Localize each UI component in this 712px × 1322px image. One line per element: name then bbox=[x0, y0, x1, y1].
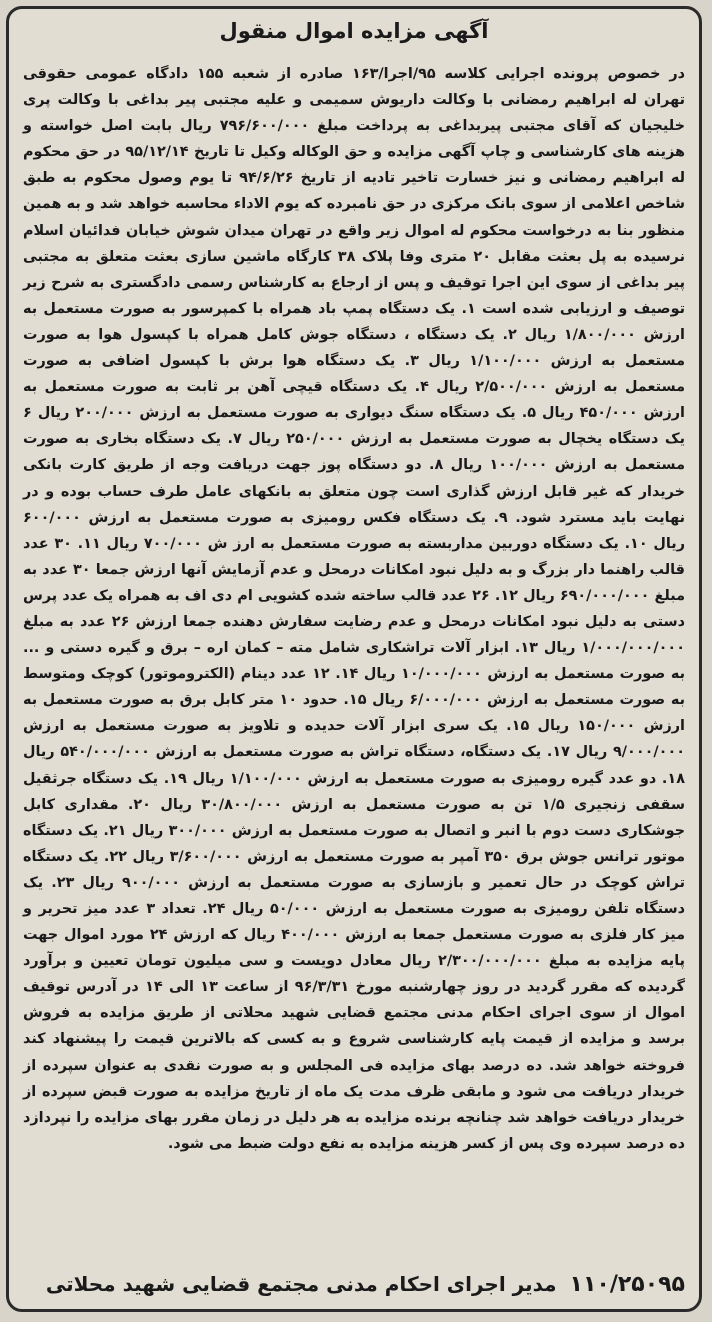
notice-frame bbox=[6, 6, 702, 1312]
notice-body: در خصوص پرونده اجرایی کلاسه ۹۵/اجرا/۱۶۳ صادره از شعبه ۱۵۵ دادگاه عمومی حقوقی تهران له ابراهیم رمضانی با وکالت داریوش سمیمی و علیه مجتبی پیر بداغی با وکالت پری خلیجیان که آقای مجتبی پیربداغی به پرداخت مبلغ ۷۹۶/۶۰۰/۰۰۰ ریال بابت اصل خواسته و هزینه های کارشناسی و چاپ آگهی مزایده و حق الوکاله وکیل تا تاریخ ۹۵/۱۲/۱۴ در حق محکوم له ابراهیم رمضانی و نیز خسارت تاخیر تادیه از تاریخ ۹۴/۶/۲۶ تا یوم وصول محکوم به طبق شاخص اعلامی از سوی بانک مرکزی در حق نامبرده که یوم الاداء محاسبه خواهد شد و به همین منظور بنا به درخواست محکوم له اموال زیر واقع در تهران میدان شوش خیابان فدائیان اسلام نرسیده به پل بعثت مقابل ۲۰ متری وفا پلاک ۳۸ کارگاه ماشین سازی بعثت متعلق به مجتبی پیر بداغی از سوی این اجرا توقیف و پس از ارجاع به کارشناس رسمی دادگستری به شرح زیر توصیف و ارزیابی شده است ۱. یک دستگاه پمپ باد همراه با کمپرسور به صورت مستعمل به ارزش ۱/۸۰۰/۰۰۰ ریال ۲. یک دستگاه ، دستگاه جوش کامل همراه با کپسول هوا به صورت مستعمل به ارزش ۱/۱۰۰/۰۰۰ ریال ۳. یک دستگاه هوا برش با کپسول اضافی به صورت مستعمل به ارزش ۲/۵۰۰/۰۰۰ ریال ۴. یک دستگاه قیچی آهن بر ثابت به صورت مستعمل به ارزش ۴۵۰/۰۰۰ ریال ۵. یک دستگاه سنگ دیواری به صورت مستعمل به ارزش ۲۰۰/۰۰۰ ریال ۶ یک دستگاه یخچال به صورت مستعمل به ارزش ۲۵۰/۰۰۰ ریال ۷. یک دستگاه بخاری به صورت مستعمل به ارزش ۱۰۰/۰۰۰ ریال ۸. دو دستگاه پوز جهت دریافت وجه از طریق کارت بانکی خریدار که غیر قابل ارزش گذاری است چون متعلق به بانکهای عامل طرف حساب بوده و در نهایت باید مسترد شود. ۹. یک دستگاه فکس رومیزی به صورت مستعمل به ارزش ۶۰۰/۰۰۰ ریال ۱۰. یک دستگاه دوربین مداربسته به صورت مستعمل به ارز ش ۷۰۰/۰۰۰ ریال ۱۱. ۳۰ عدد قالب راهنما دار بزرگ و به دلیل نبود امکانات درمحل و عدم آزمایش آنها ارزش جمعا ۳۰ عدد به مبلغ ۶۹۰/۰۰۰/۰۰۰ ریال ۱۲. ۲۶ عدد قالب ساخته شده کشویی ام دی اف به همراه یک عدد پرس دستی به دلیل نبود امکانات درمحل و عدم رضایت سفارش دهنده جمعا ارزش ۲۶ عدد به مبلغ ۱/۰۰۰/۰۰۰/۰۰۰ ریال ۱۳. ابزار آلات تراشکاری شامل مته – کمان اره – برق و گیره دستی و ... به صورت مستعمل به ارزش ۱۰/۰۰۰/۰۰۰ ریال ۱۴. ۱۲ عدد دینام (الکتروموتور) کوچک ومتوسط به صورت مستعمل به ارزش ۶/۰۰۰/۰۰۰ ریال ۱۵. حدود ۱۰ متر کابل برق به صورت مستعمل به ارزش ۱۵۰/۰۰۰ ریال ۱۵. یک سری ابزار آلات حدیده و تلاویز به صورت مستعمل به ارزش ۹/۰۰۰/۰۰۰ ریال ۱۷. یک دستگاه، دستگاه تراش به صورت مستعمل به ارزش ۵۴۰/۰۰۰/۰۰۰ ریال ۱۸. دو عدد گیره رومیزی به صورت مستعمل به ارزش ۱/۱۰۰/۰۰۰ ریال ۱۹. یک دستگاه جرثقیل سقفی زنجیری ۱/۵ تن به صورت مستعمل به ارزش ۳۰/۸۰۰/۰۰۰ ریال ۲۰. مقداری کابل جوشکاری دست دوم با انبر و اتصال به صورت مستعمل به ارزش ۳۰۰/۰۰۰ ریال ۲۱. یک دستگاه موتور ترانس جوش برق ۳۵۰ آمپر به صورت مستعمل به ارزش ۳/۶۰۰/۰۰۰ ریال ۲۲. یک دستگاه تراش کوچک در حال تعمیر و بازسازی به صورت مستعمل به ارزش ۹۰۰/۰۰۰ ریال ۲۳. یک دستگاه تلفن رومیزی به صورت مستعمل به ارزش ۵۰/۰۰۰ ریال ۲۴. تعداد ۳ عدد میز تحریر و میز کار فلزی به صورت مستعمل جمعا به ارزش ۴۰۰/۰۰۰ ریال که ارزش ۲۴ مورد اموال جهت پایه مزایده به مبلغ ۲/۳۰۰/۰۰۰/۰۰۰ ریال معادل دویست و سی میلیون تومان تعیین و برآورد گردیده که مقرر گردید در روز چهارشنبه مورخ ۹۶/۳/۳۱ از ساعت ۱۳ الی ۱۴ در آدرس توقیف اموال از سوی اجرای احکام مدنی مجتمع قضایی شهید محلاتی از طریق مزایده به فروش برسد و مزایده از قیمت پایه کارشناسی شروع و به کسی که بالاترین قیمت را پیشنهاد کند فروخته خواهد شد. ده درصد بهای مزایده فی المجلس و به صورت نقدی به عنوان سپرده از خریدار دریافت می شود و مابقی ظرف مدت یک ماه از تاریخ مزایده به صورت قبض سپرده از خریدار دریافت خواهد شد چنانچه برنده مزایده به هر دلیل در زمان مقرر بهای مزایده را نپردازد ده درصد سپرده وی پس از کسر هزینه مزایده به نفع دولت ضبط می شود. bbox=[23, 66, 686, 1152]
notice-number: ۱۱۰/۲۵۰۹۵ bbox=[569, 1272, 685, 1297]
notice-footer bbox=[19, 1272, 685, 1297]
notice-signature: مدیر اجرای احکام مدنی مجتمع قضایی شهید محلاتی bbox=[45, 1272, 557, 1296]
notice-title: آگهی مزایده اموال منقول bbox=[219, 19, 489, 43]
